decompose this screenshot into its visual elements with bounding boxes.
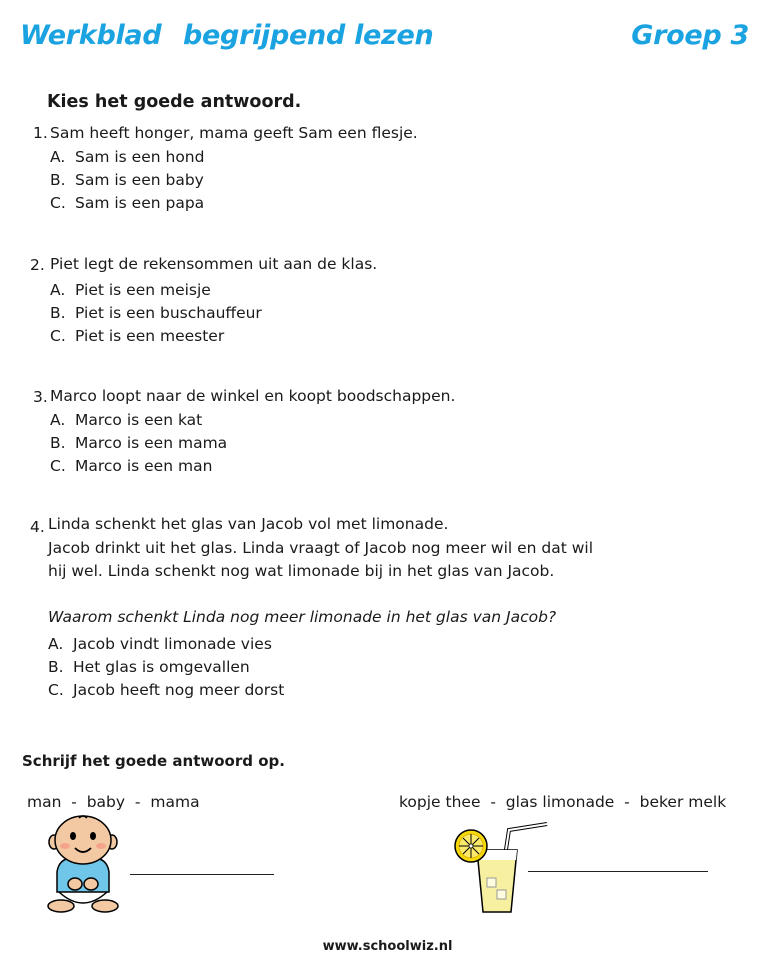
q4-option-b: Het glas is omgevallen: [73, 658, 250, 676]
left-word-choices: man - baby - mama: [27, 793, 200, 811]
q2-option-a: Piet is een meisje: [75, 281, 211, 299]
header-grade: Groep 3: [631, 20, 749, 51]
q4-option-b-letter: B.: [48, 658, 64, 676]
right-answer-line[interactable]: [528, 871, 708, 872]
q4-option-c: Jacob heeft nog meer dorst: [73, 681, 285, 699]
question-2-text: Piet legt de rekensommen uit aan de klas.: [50, 255, 378, 273]
question-3-number: 3.: [33, 388, 48, 406]
header-title-werkblad: Werkblad: [20, 20, 162, 51]
question-4-text-line-1: Linda schenkt het glas van Jacob vol met limonade.: [48, 515, 449, 533]
q2-option-b: Piet is een buschauffeur: [75, 304, 262, 322]
q2-option-a-letter: A.: [50, 281, 66, 299]
footer-website: www.schoolwiz.nl: [322, 939, 453, 954]
q4-option-a: Jacob vindt limonade vies: [73, 635, 272, 653]
question-4-prompt: Waarom schenkt Linda nog meer limonade in het glas van Jacob?: [48, 608, 557, 626]
question-4-text-line-2: Jacob drinkt uit het glas. Linda vraagt of Jacob nog meer wil en dat wil: [48, 539, 594, 557]
question-4-number: 4.: [30, 518, 45, 536]
q2-option-c-letter: C.: [50, 327, 66, 345]
question-4-text-line-3: hij wel. Linda schenkt nog wat limonade bij in het glas van Jacob.: [48, 562, 555, 580]
left-answer-line[interactable]: [130, 874, 274, 875]
q3-option-a: Marco is een kat: [75, 411, 203, 429]
question-2-number: 2.: [30, 256, 45, 274]
q1-option-c-letter: C.: [50, 194, 66, 212]
q2-option-c: Piet is een meester: [75, 327, 225, 345]
header-title-subject: begrijpend lezen: [183, 20, 434, 51]
lemonade-glass-illustration: [447, 820, 552, 916]
q4-option-a-letter: A.: [48, 635, 64, 653]
section1-title: Kies het goede antwoord.: [47, 92, 302, 112]
q1-option-c: Sam is een papa: [75, 194, 205, 212]
question-1-number: 1.: [33, 124, 48, 142]
q4-option-c-letter: C.: [48, 681, 64, 699]
question-3-text: Marco loopt naar de winkel en koopt boodschappen.: [50, 387, 456, 405]
question-1-text: Sam heeft honger, mama geeft Sam een flesje.: [50, 124, 418, 142]
section2-title: Schrijf het goede antwoord op.: [22, 752, 285, 770]
q3-option-b-letter: B.: [50, 434, 66, 452]
q2-option-b-letter: B.: [50, 304, 66, 322]
q3-option-c-letter: C.: [50, 457, 66, 475]
right-word-choices: kopje thee - glas limonade - beker melk: [399, 793, 727, 811]
q1-option-b: Sam is een baby: [75, 171, 204, 189]
q1-option-a: Sam is een hond: [75, 148, 205, 166]
q1-option-a-letter: A.: [50, 148, 66, 166]
q3-option-c: Marco is een man: [75, 457, 213, 475]
q3-option-b: Marco is een mama: [75, 434, 228, 452]
q1-option-b-letter: B.: [50, 171, 66, 189]
baby-illustration: [43, 814, 123, 914]
q3-option-a-letter: A.: [50, 411, 66, 429]
